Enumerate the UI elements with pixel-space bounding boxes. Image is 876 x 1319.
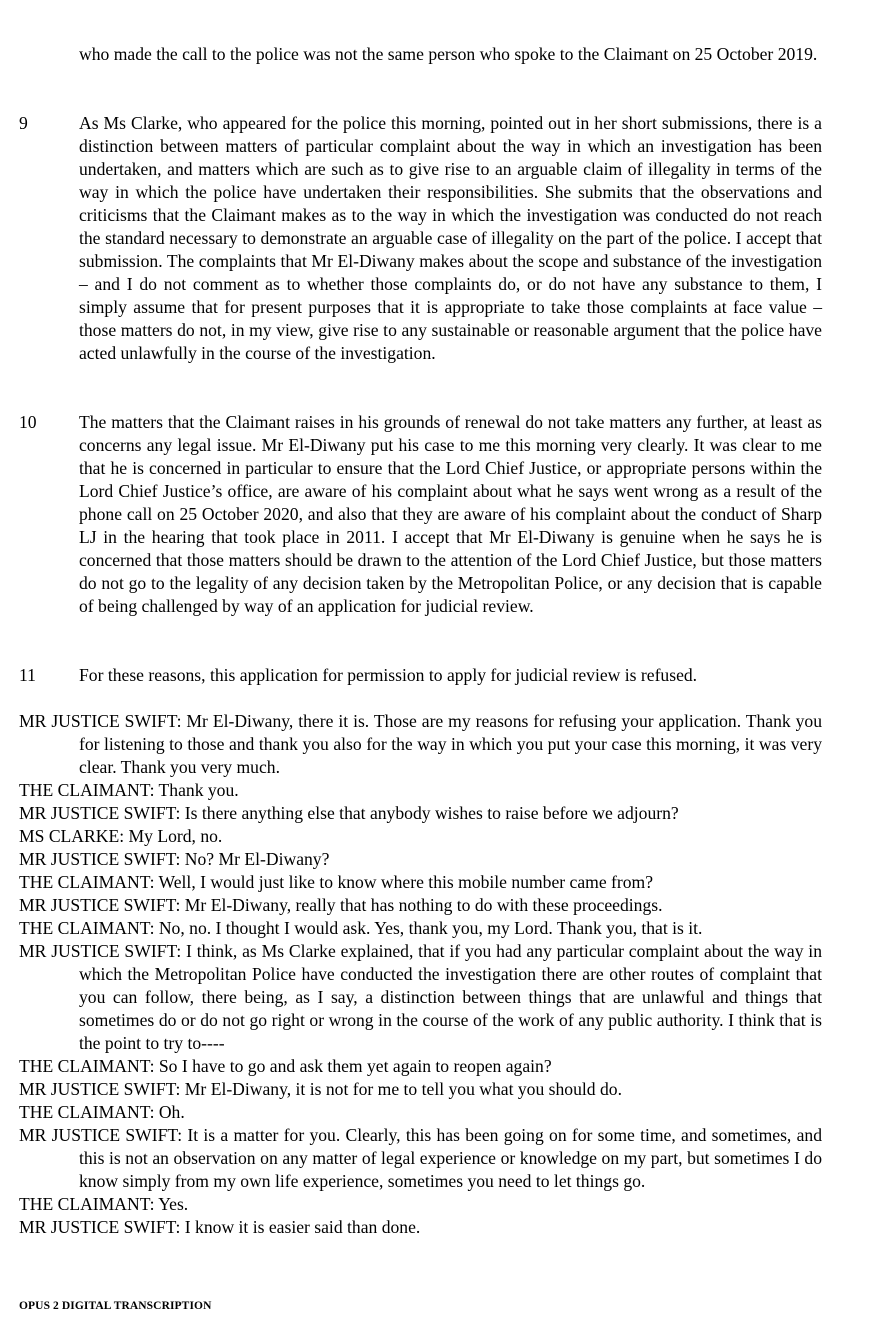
dialogue-turn: MR JUSTICE SWIFT: Mr El-Diwany, really that has nothing to do with these proceedings. [19, 895, 663, 915]
paragraph-number: 10 [19, 412, 37, 432]
dialogue-turn: THE CLAIMANT: Oh. [19, 1102, 185, 1122]
dialogue-turn: MR JUSTICE SWIFT: I know it is easier said than done. [19, 1217, 421, 1237]
paragraph-text: The matters that the Claimant raises in his grounds of renewal do not take matters any further, at least as concerns any legal issue. Mr El-Diwany put his case to me this morning very clearly. It was clear to me that he is concerned in particular to ensure that the Lord Chief Justice, or appropriate persons within the Lord Chief Justice’s office, are aware of his complaint about what he says went wrong as a result of the phone call on 25 October 2020, and also that they are aware of his complaint about the conduct of Sharp LJ in the hearing that took place in 2011. I accept that Mr El-Diwany is genuine when he says he is concerned that those matters should be drawn to the attention of the Lord Chief Justice, but those matters do not go to the legality of any decision taken by the Metropolitan Police, or any decision that is capable of being challenged by way of an application for judicial review. [79, 412, 822, 616]
paragraph-number: 9 [19, 113, 28, 133]
dialogue-turn: THE CLAIMANT: So I have to go and ask them yet again to reopen again? [19, 1056, 552, 1076]
dialogue-turn: THE CLAIMANT: Thank you. [19, 780, 239, 800]
paragraph-text: For these reasons, this application for permission to apply for judicial review is refused. [79, 665, 698, 685]
page-footer: OPUS 2 DIGITAL TRANSCRIPTION [19, 1300, 212, 1312]
dialogue-turn: MR JUSTICE SWIFT: No? Mr El-Diwany? [19, 849, 330, 869]
dialogue-section [19, 710, 822, 1239]
dialogue-turn: THE CLAIMANT: Well, I would just like to know where this mobile number came from? [19, 872, 654, 892]
dialogue-turn: THE CLAIMANT: No, no. I thought I would ask. Yes, thank you, my Lord. Thank you, that is it. [19, 918, 703, 938]
continued-paragraph: who made the call to the police was not the same person who spoke to the Claimant on 25 October 2019. [79, 44, 818, 64]
dialogue-turn: THE CLAIMANT: Yes. [19, 1194, 189, 1214]
paragraph-text: As Ms Clarke, who appeared for the police this morning, pointed out in her short submissions, there is a distinction between matters of particular complaint about the way in which an investigation has been undertaken, and matters which are such as to give rise to an arguable claim of illegality in terms of the way in which the police have undertaken their responsibilities. She submits that the observations and criticisms that the Claimant makes as to the way in which the investigation was conducted do not reach the standard necessary to demonstrate an arguable case of illegality on the part of the police. I accept that submission. The complaints that Mr El-Diwany makes about the scope and substance of the investigation – and I do not comment as to whether those complaints do, or do not have any substance to them, I simply assume that for present purposes that it is appropriate to take those complaints at face value – those matters do not, in my view, give rise to any sustainable or reasonable argument that the police have acted unlawfully in the course of the investigation. [79, 113, 822, 363]
paragraph-10 [19, 411, 822, 618]
dialogue-turn: MR JUSTICE SWIFT: Mr El-Diwany, it is not for me to tell you what you should do. [19, 1079, 622, 1099]
dialogue-turn: MR JUSTICE SWIFT: It is a matter for you. Clearly, this has been going on for some time, and sometimes, and this is not an observation on any matter of legal experience or knowledge on my part, but sometimes I do know simply from my own life experience, sometimes you need to let things go. [19, 1125, 822, 1191]
paragraph-11 [19, 664, 822, 687]
paragraph-9 [19, 112, 822, 365]
dialogue-turn: MR JUSTICE SWIFT: Is there anything else that anybody wishes to raise before we adjourn? [19, 803, 679, 823]
dialogue-turn: MS CLARKE: My Lord, no. [19, 826, 223, 846]
dialogue-turn: MR JUSTICE SWIFT: Mr El-Diwany, there it is. Those are my reasons for refusing your application. Thank you for listening to those and thank you also for the way in which you put your case this morning, it was very clear. Thank you very much. [19, 711, 822, 777]
paragraph-number: 11 [19, 665, 36, 685]
dialogue-turn: MR JUSTICE SWIFT: I think, as Ms Clarke explained, that if you had any particular complaint about the way in which the Metropolitan Police have conducted the investigation there are other routes of complaint that you can follow, there being, as I say, a distinction between things that are unlawful and things that sometimes do or do not go right or wrong in the course of the work of any public authority. I think that is the point to try to---- [19, 941, 822, 1053]
